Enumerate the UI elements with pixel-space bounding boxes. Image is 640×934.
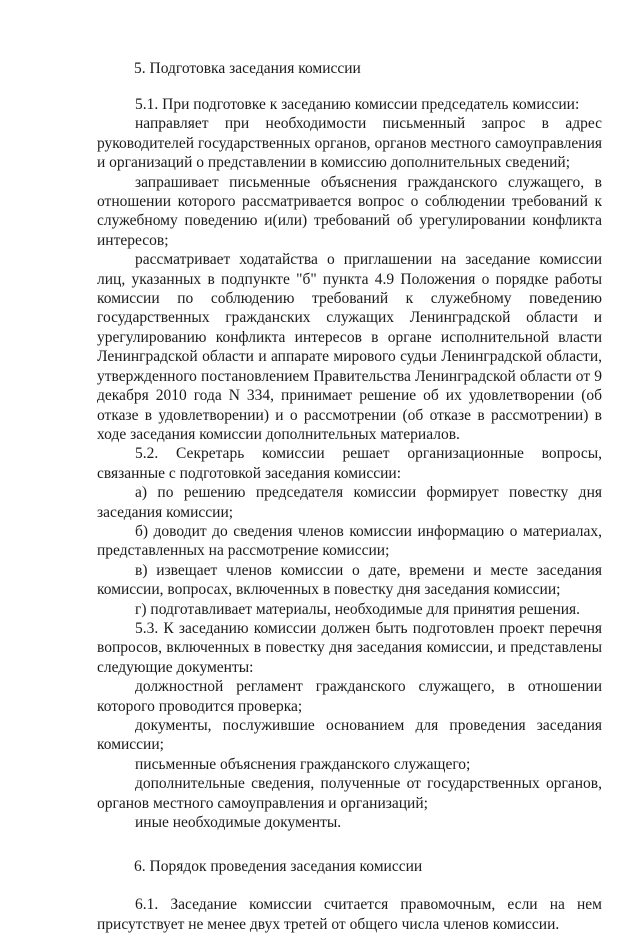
list-item-a: а) по решению председателя комиссии формирует повестку дня заседания комиссии; (97, 484, 602, 521)
document-item-additional: дополнительные сведения, полученные от государственных органов, органов местного самоуправления и организаций; (97, 775, 602, 812)
list-item-v: в) извещает членов комиссии о дате, времени и месте заседания комиссии, вопросах, включенных в повестку дня заседания комиссии; (97, 561, 602, 599)
document-item-other: иные необходимые документы. (135, 814, 342, 832)
paragraph-5-3: 5.3. К заседанию комиссии должен быть подготовлен проект перечня вопросов, включенных в повестку дня заседания комиссии, и представлены следующие документы: (97, 619, 602, 676)
document-item-grounds: документы, послужившие основанием для проведения заседания комиссии; (97, 717, 602, 754)
paragraph-explanations: запрашивает письменные объяснения гражданского служащего, в отношении которого рассматривается вопрос о соблюдении требований к служебному поведению и(или) требований об урегулировании конфликта интересов; (97, 173, 602, 249)
list-item-g: г) подготавливает материалы, необходимые для принятия решения. (135, 600, 581, 618)
list-item-b: б) доводит до сведения членов комиссии информацию о материалах, представленных на рассмотрение комиссии; (97, 522, 602, 560)
paragraph-5-2: 5.2. Секретарь комиссии решает организационные вопросы, связанные с подготовкой заседания комиссии: (97, 445, 602, 482)
document-item-explanations: письменные объяснения гражданского служащего; (135, 755, 471, 773)
section-6-heading: 6. Порядок проведения заседания комиссии (134, 858, 423, 876)
paragraph-6-1: 6.1. Заседание комиссии считается правомочным, если на нем присутствует не менее двух третей от общего числа членов комиссии. (97, 896, 602, 933)
section-5-heading: 5. Подготовка заседания комиссии (134, 60, 361, 77)
paragraph-petitions: рассматривает ходатайства о приглашении на заседание комиссии лиц, указанных в подпункте "б" пункта 4.9 Положения о порядке работы комиссии по соблюдению требований к служебному поведению государственных гражданских служащих Ленинградской области и урегулированию конфликта интересов в органе исполнительной власти Ленинградской области и аппарате мирового судьи Ленинградской области, утвержденного постановлением Правительства Ленинградской области от 9 декабря 2010 года N 334, принимает решение об их удовлетворении (об отказе в удовлетворении) и о рассмотрении (об отказе в рассмотрении) в ходе заседания комиссии дополнительных материалов. (97, 251, 602, 443)
paragraph-5-1: 5.1. При подготовке к заседанию комиссии председатель комиссии: (135, 96, 580, 113)
paragraph-request: направляет при необходимости письменный запрос в адрес руководителей государственных органов, органов местного самоуправления и организаций о представлении в комиссию дополнительных сведений; (97, 115, 602, 172)
document-item-regulation: должностной регламент гражданского служащего, в отношении которого проводится проверка; (97, 678, 602, 715)
